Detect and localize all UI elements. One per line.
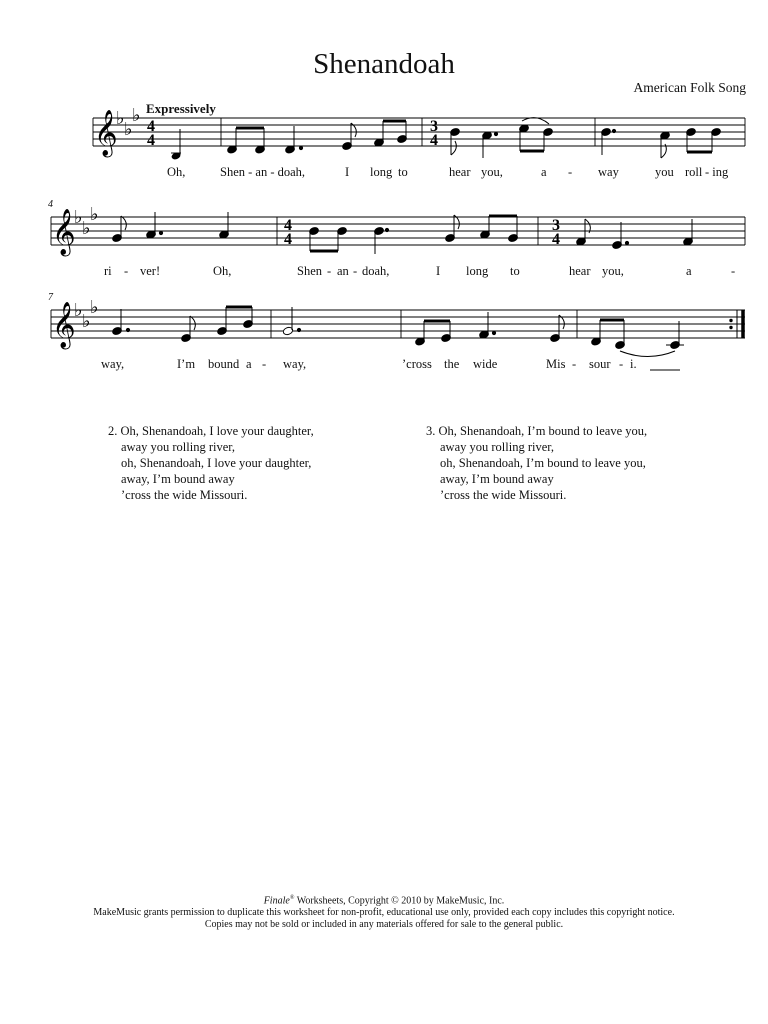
lyric-syllable: an bbox=[337, 264, 349, 278]
measure-number: 7 bbox=[48, 292, 53, 303]
svg-text:♭: ♭ bbox=[74, 207, 83, 228]
lyric-hyphen: - bbox=[572, 357, 577, 371]
lyric-syllable: ’cross bbox=[402, 357, 432, 371]
lyric-syllable: wide bbox=[473, 357, 498, 371]
lyric-hyphen: - bbox=[327, 264, 332, 278]
lyric-syllable: Oh, bbox=[167, 165, 186, 179]
svg-text:4: 4 bbox=[284, 231, 292, 248]
tempo-marking: Expressively bbox=[146, 101, 216, 116]
key-signature-flats bbox=[74, 297, 99, 332]
svg-text:3: 3 bbox=[430, 118, 438, 135]
copyright-line-1 bbox=[0, 892, 768, 907]
verse-line: away, I’m bound away bbox=[440, 472, 554, 486]
lyric-syllable: sour bbox=[589, 357, 611, 371]
verse-line: away you rolling river, bbox=[440, 440, 555, 454]
svg-text:♭: ♭ bbox=[90, 204, 99, 225]
lyric-hyphen: - bbox=[731, 264, 736, 278]
lyric-syllable: a bbox=[246, 357, 252, 371]
lyric-syllable: you, bbox=[481, 165, 503, 179]
lyric-syllable: to bbox=[398, 165, 408, 179]
copyright-footer bbox=[0, 892, 768, 931]
lyric-syllable: i. bbox=[630, 357, 637, 371]
treble-clef-icon: 𝄞 bbox=[52, 302, 76, 348]
lyric-hyphen: - bbox=[353, 264, 358, 278]
verse-line: away you rolling river, bbox=[121, 440, 236, 454]
lyric-syllable: to bbox=[510, 264, 520, 278]
svg-text:♭: ♭ bbox=[132, 105, 141, 126]
lyric-syllable: long bbox=[370, 165, 393, 179]
verse-line: 2. Oh, Shenandoah, I love your daughter, bbox=[108, 424, 314, 438]
song-title: Shenandoah bbox=[313, 48, 455, 80]
lyric-syllable: long bbox=[466, 264, 489, 278]
verse-line: oh, Shenandoah, I love your daughter, bbox=[121, 456, 312, 470]
lyric-syllable: ri bbox=[104, 264, 112, 278]
lyric-syllable: I’m bbox=[177, 357, 196, 371]
lyric-syllable: hear bbox=[569, 264, 591, 278]
verse-line: away, I’m bound away bbox=[121, 472, 235, 486]
lyric-syllable: way, bbox=[101, 357, 125, 371]
lyric-syllable: ver! bbox=[140, 264, 161, 278]
lyric-syllable: roll bbox=[685, 165, 703, 179]
lyric-syllable: I bbox=[436, 264, 441, 278]
lyric-syllable: Shen bbox=[297, 264, 322, 278]
svg-text:4: 4 bbox=[284, 217, 292, 234]
product-name: Finale bbox=[263, 895, 290, 907]
verse-line: 3. Oh, Shenandoah, I’m bound to leave you, bbox=[426, 424, 648, 438]
staff-system-3 bbox=[0, 0, 768, 400]
lyric-syllable: the bbox=[444, 357, 460, 371]
copyright-line-2: MakeMusic grants permission to duplicate this worksheet for non-profit, educational use only, provided each copy includes this copyright notice. bbox=[93, 907, 675, 919]
trademark-symbol: ® bbox=[289, 895, 295, 901]
lyric-syllable: Mis bbox=[546, 357, 566, 371]
verse-2 bbox=[108, 423, 314, 503]
lyric-syllable: I bbox=[345, 165, 350, 179]
lyric-hyphen: - bbox=[568, 165, 573, 179]
lyric-syllable: - ing bbox=[705, 165, 729, 179]
lyric-syllable: way, bbox=[283, 357, 307, 371]
copyright-line-3: Copies may not be sold or included in any materials offered for sale to the general public. bbox=[204, 919, 564, 931]
verse-line: oh, Shenandoah, I’m bound to leave you, bbox=[440, 456, 646, 470]
lyric-syllable: you bbox=[655, 165, 674, 179]
copyright-notice: Worksheets, Copyright © 2010 by MakeMusic, Inc. bbox=[294, 895, 505, 907]
lyric-hyphen: - bbox=[619, 357, 624, 371]
svg-text:4: 4 bbox=[430, 132, 438, 149]
treble-clef-icon: 𝄞 bbox=[94, 110, 118, 156]
svg-text:♭: ♭ bbox=[90, 297, 99, 318]
lyric-syllable: Oh, bbox=[213, 264, 232, 278]
verse-line: ’cross the wide Missouri. bbox=[121, 488, 248, 502]
verse-line: ’cross the wide Missouri. bbox=[440, 488, 567, 502]
svg-text:♭: ♭ bbox=[124, 119, 133, 140]
svg-text:♭: ♭ bbox=[82, 311, 91, 332]
lyric-syllable: a bbox=[541, 165, 547, 179]
lyric-syllable: doah, bbox=[362, 264, 390, 278]
composer-credit: American Folk Song bbox=[633, 80, 746, 95]
svg-text:♭: ♭ bbox=[82, 218, 91, 239]
lyric-syllable: Shen - an - doah, bbox=[220, 165, 306, 179]
svg-text:4: 4 bbox=[552, 231, 560, 248]
time-signature-bottom: 4 bbox=[147, 132, 155, 149]
measure-number: 4 bbox=[48, 199, 53, 210]
lyric-syllable: way bbox=[598, 165, 619, 179]
treble-clef-icon: 𝄞 bbox=[52, 209, 76, 255]
lyric-hyphen: - bbox=[124, 264, 129, 278]
lyric-syllable: a bbox=[686, 264, 692, 278]
svg-text:♭: ♭ bbox=[116, 108, 125, 129]
lyric-syllable: bound bbox=[208, 357, 240, 371]
svg-text:3: 3 bbox=[552, 217, 560, 234]
lyric-syllable: hear bbox=[449, 165, 471, 179]
lyric-syllable: you, bbox=[602, 264, 624, 278]
verse-3 bbox=[426, 423, 647, 503]
lyric-hyphen: - bbox=[262, 357, 267, 371]
time-signature-top: 4 bbox=[147, 118, 155, 135]
svg-text:♭: ♭ bbox=[74, 300, 83, 321]
